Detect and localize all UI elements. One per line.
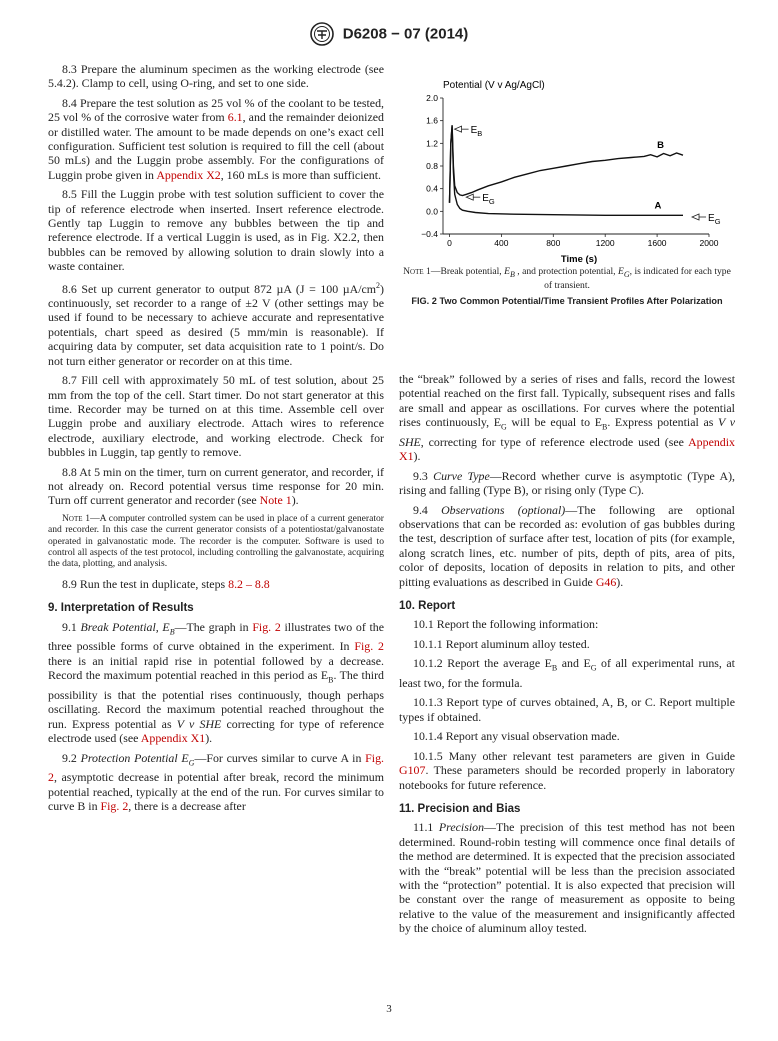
para-9-1: 9.1 Break Potential, $E_B—The$ graph in Fig. 2 illustrates two of the three possible forms of curve obtained in the experiment. In Fig. 2 there is an initial rapid rise in potential followed by a decrease. Record the maximum potential reached in this period as $E_B$. The third possibility is that the potential rises continuously, though perhaps oscillating. Record the maximum potential reached throughout the run. Express potential as V v SHE correcting for type of reference electrode used (see Appendix X1). bbox=[48, 619, 384, 746]
right-column bbox=[399, 372, 735, 941]
annotation-label: $E_B$ bbox=[470, 125, 483, 139]
link-g46[interactable]: G46 bbox=[595, 574, 617, 589]
para-8-6: 8.6 Set up current generator to output 872 µA (J = 100 $\mu A/cm^2$) continuously, set recorder to a range of ±2 V (other settings may be used if found to be necessary to achieve accurate and representative potentials, chart speed as desired (5 mm/min is reasonable). If acquiring data by computer, set data acquisition rate to 1 point/s. Do not turn either generator or recorder on at this time. bbox=[48, 280, 384, 368]
x-tick-label: 1200 bbox=[595, 238, 615, 248]
para-9-2: 9.2 Protection Potential $E_G—For$ curves similar to curve A in Fig. 2, asymptotic decrease in potential after break, record the minimum potential reached, typically at the end of the run. For curves similar to curve B in Fig. 2, there is a decrease after bbox=[48, 750, 384, 814]
para-10-1-2: 10.1.2 Report the average $E_B$ and $E_G$ of all experimental runs, at least two, for the formula. bbox=[399, 656, 735, 691]
link-6-1[interactable]: 6.1 bbox=[227, 110, 243, 125]
para-10-1: 10.1 Report the following information: bbox=[413, 617, 599, 632]
y-tick-label: 2.0 bbox=[426, 93, 438, 103]
figure-note: Note 1—Break potential, $E_B$ , and protection potential, $E_G$, is indicated for each type of transient. bbox=[403, 266, 731, 291]
link-note-1[interactable]: Note 1 bbox=[259, 493, 292, 508]
figure-2-chart bbox=[399, 76, 744, 264]
heading-9: 9. Interpretation of Results bbox=[48, 602, 194, 615]
page-number: 3 bbox=[386, 1003, 392, 1015]
link-fig-2[interactable]: Fig. 2 bbox=[354, 639, 384, 654]
annotation-arrow-icon bbox=[692, 214, 699, 220]
figure-title: FIG. 2 Two Common Potential/Time Transient Profiles After Polarization bbox=[411, 296, 723, 306]
heading-11: 11. Precision and Bias bbox=[399, 802, 521, 815]
link-fig-2[interactable]: Fig. 2 bbox=[100, 799, 129, 814]
link-fig-2[interactable]: Fig. 2 bbox=[48, 750, 384, 785]
para-9-2-cont: the “break” followed by a series of rises and falls, record the lowest potential reached on the first fall. Typically, subsequent rises and falls are small and appear as oscillations. For curves where the potential rises continuously, $E_G$ will be equal to $E_B$. Express potential as V v SHE, correcting for type of reference electrode used (see Appendix X1). bbox=[399, 372, 735, 464]
y-tick-label: 0.4 bbox=[426, 183, 438, 194]
note-1: Note 1—A computer controlled system can be used in place of a current generator and recorder. In this case the current generator consists of a potentiostat/galvanostate operated in galvanostatic mode. The recorder is the computer. Software is used to control all aspects of the test protocol, including controlling the galvanostate, acquiring the data, plotting, and analysis. bbox=[48, 512, 384, 570]
y-tick-label: 1.2 bbox=[426, 138, 438, 149]
para-10-1-5: 10.1.5 Many other relevant test parameters are given in Guide G107. These parameters should be recorded properly in laboratory notebooks for future reference. bbox=[399, 748, 735, 792]
link-appendix-x1[interactable]: Appendix X1 bbox=[140, 731, 206, 746]
annotation-arrow-icon bbox=[466, 194, 473, 200]
x-tick-label: 2000 bbox=[699, 238, 719, 248]
link-steps[interactable]: 8.2 – 8.8 bbox=[228, 576, 270, 591]
para-8-4: 8.4 Prepare the test solution as 25 vol % of the coolant to be tested, 25 vol % of the corrosive water from 6.1, and the remainder deionized or distilled water. The amount to be made depends on one’s exact cell configuration. Sufficient test solution is required to fill the cell (about 50 mLs) and the Luggin probe assembly. For the configurations of Luggin probe given in Appendix X2, 160 mLs is more than sufficient. bbox=[48, 95, 384, 182]
para-10-1-4: 10.1.4 Report any visual observation made. bbox=[413, 729, 620, 744]
series-label: B bbox=[657, 139, 664, 151]
x-axis-label: Time (s) bbox=[560, 254, 598, 264]
left-column bbox=[48, 62, 384, 819]
heading-10: 10. Report bbox=[399, 600, 456, 613]
link-appendix-x1[interactable]: Appendix X1 bbox=[399, 435, 735, 464]
para-9-4: 9.4 Observations (optional)—The following are optional observations that can be recorded as: evolution of gas bubbles during the test, description of surface after test, location of pits (for example, along scratch lines, etc. number of pits, depth of pits, area of pits, color of deposits, location of deposits in relation to pits, and other pitting evaluations as described in Guide G46). bbox=[399, 502, 735, 589]
series-line-b bbox=[450, 125, 684, 203]
para-8-3: 8.3 Prepare the aluminum specimen as the working electrode (see 5.4.2). Clamp to cell, using O-ring, and set to one side. bbox=[48, 62, 384, 91]
annotation-arrow-icon bbox=[455, 126, 462, 132]
y-tick-label: 0.8 bbox=[426, 161, 438, 171]
para-9-3: 9.3 Curve Type—Record whether curve is asymptotic (Type A), rising and falling (Type B), or rising only (Type C). bbox=[399, 468, 735, 498]
para-10-1-3: 10.1.3 Report type of curves obtained, A, B, or C. Report multiple types if obtained. bbox=[399, 695, 735, 724]
astm-logo-icon bbox=[310, 22, 334, 46]
annotation-label: $E_G$ bbox=[482, 193, 495, 207]
y-tick-label: 0.0 bbox=[426, 206, 438, 217]
x-tick-label: 800 bbox=[546, 238, 561, 248]
para-8-5: 8.5 Fill the Luggin probe with test solution sufficient to cover the tip of reference electrode when inserted. Insert reference electrode. Gently tap Luggin to remove any bubbles between the tip and reference electrode. If a vertical Luggin is used, as in Fig. X2.2, then bubbles can be removed by allowing solution to drain slowly into a waste container. bbox=[48, 187, 384, 274]
y-tick-label: −0.4 bbox=[421, 229, 438, 239]
series-label: A bbox=[654, 200, 662, 212]
x-tick-label: 400 bbox=[494, 238, 509, 248]
chart-axes bbox=[421, 93, 719, 248]
page-header bbox=[0, 22, 778, 46]
x-tick-label: 0 bbox=[447, 238, 452, 248]
link-appendix-x2[interactable]: Appendix X2 bbox=[156, 167, 221, 182]
link-fig-2[interactable]: Fig. 2 bbox=[252, 619, 281, 634]
para-11-1: 11.1 Precision—The precision of this test method has not been determined. Round-robin testing will commence once final details of the method are determined. It is expected that the precision associated with the “break” potential will be less than the precision associated with the “protection” potential. It is also expected that precision will be constant over the range of measurement as opposite to being relative to the value of the measurement and insignificantly affected by the choice of aluminum alloy tested. bbox=[399, 820, 736, 936]
para-10-1-1: 10.1.1 Report aluminum alloy tested. bbox=[413, 636, 590, 651]
annotation-label: $E_G$ bbox=[708, 213, 721, 226]
x-tick-label: 1600 bbox=[647, 238, 667, 248]
link-g107[interactable]: G107 bbox=[399, 763, 426, 778]
para-8-7: 8.7 Fill cell with approximately 50 mL of test solution, about 25 mm from the top of the cell. Start timer. Do not start generator at this time. Recorder may be turned on at this time. Assemble cell over Luggin probe and auxiliary electrode. Attach wires to reference electrode, auxiliary electrode, and working electrode. Check for bubbles in Luggin, tap gently to remove. bbox=[48, 373, 384, 460]
chart-annotations bbox=[455, 125, 721, 226]
standard-code: D6208 − 07 (2014) bbox=[342, 25, 469, 43]
y-tick-label: 1.6 bbox=[426, 115, 438, 126]
y-axis-label: Potential (V v Ag/AgCl) bbox=[443, 80, 545, 91]
para-8-9: 8.9 Run the test in duplicate, steps 8.2 – 8.8 bbox=[62, 576, 270, 591]
para-8-8: 8.8 At 5 min on the timer, turn on current generator, and recorder, if not already on. Record potential versus time response for 20 min. Turn off current generator and recorder (see Note 1). bbox=[48, 464, 384, 508]
